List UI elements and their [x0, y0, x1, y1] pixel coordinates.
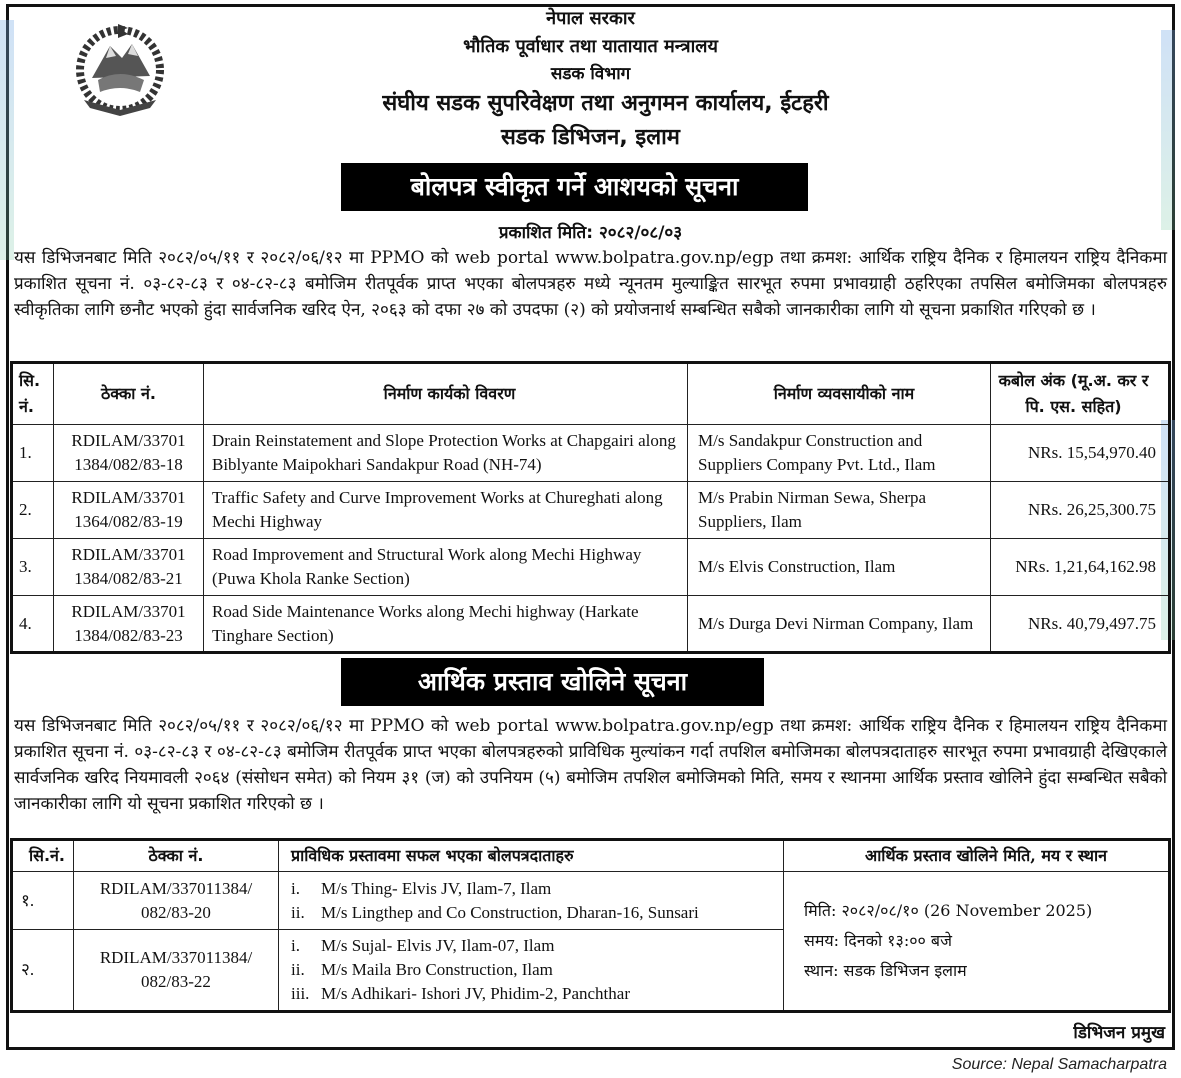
cell-bidders	[279, 930, 784, 1012]
signature-title: डिभिजन प्रमुख	[1073, 1023, 1165, 1043]
table-row	[12, 596, 1170, 653]
cell-contractor: M/s Sandakpur Construction and Suppliers Company Pvt. Ltd., Ilam	[688, 425, 991, 482]
published-date: प्रकाशित मिति: २०८२/०८/०३	[498, 223, 683, 243]
col-header-opening: आर्थिक प्रस्ताव खोलिने मिति, मय र स्थान	[784, 840, 1170, 872]
cell-sn: 2.	[12, 482, 54, 539]
col-header-contract-no: ठेक्का नं.	[74, 840, 279, 872]
opening-date: मिति: २०८२/०८/१० (26 November 2025)	[804, 901, 1093, 920]
table-row	[12, 539, 1170, 596]
col-header-contract-no: ठेक्का नं.	[54, 363, 204, 425]
col-header-bidders: प्राविधिक प्रस्तावमा सफल भएका बोलपत्रदाताहरु	[279, 840, 784, 872]
table-header-row	[12, 840, 1170, 872]
notice2-title: आर्थिक प्रस्ताव खोलिने सूचना	[341, 658, 764, 706]
financial-opening-table	[10, 838, 1171, 1013]
ministry-name: भौतिक पूर्वाधार तथा यातायात मन्त्रालय	[463, 36, 718, 57]
opening-place: स्थान: सडक डिभिजन इलाम	[804, 961, 967, 980]
cell-contract-no: RDILAM/33701 1384/082/83-23	[54, 596, 204, 653]
source-credit: Source: Nepal Samacharpatra	[951, 1056, 1167, 1073]
table-row	[12, 872, 1170, 930]
cell-description: Road Improvement and Structural Work along Mechi Highway (Puwa Khola Ranke Section)	[204, 539, 688, 596]
col-header-sn: सि.नं.	[12, 840, 74, 872]
cell-opening-details	[784, 872, 1170, 1012]
cell-amount: NRs. 15,54,970.40	[991, 425, 1170, 482]
cell-amount: NRs. 40,79,497.75	[991, 596, 1170, 653]
cell-sn: 4.	[12, 596, 54, 653]
cell-contract-no: RDILAM/33701 1384/082/83-21	[54, 539, 204, 596]
cell-contract-no: RDILAM/337011384/ 082/83-22	[74, 930, 279, 1012]
accepted-bids-table	[10, 361, 1171, 654]
cell-contractor: M/s Elvis Construction, Ilam	[688, 539, 991, 596]
col-header-description: निर्माण कार्यको विवरण	[204, 363, 688, 425]
table-header-row	[12, 363, 1170, 425]
department-name: सडक विभाग	[550, 64, 631, 84]
bidder-item: ii. M/s Maila Bro Construction, Ilam	[291, 960, 553, 979]
bidder-item: ii. M/s Lingthep and Co Construction, Dharan-16, Sunsari	[291, 902, 699, 922]
cell-sn: १.	[12, 872, 74, 930]
cell-sn: 3.	[12, 539, 54, 596]
cell-bidders	[279, 872, 784, 930]
cell-contract-no: RDILAM/337011384/ 082/83-20	[74, 872, 279, 930]
bidder-item: iii. M/s Adhikari- Ishori JV, Phidim-2, Panchthar	[291, 984, 630, 1003]
cell-amount: NRs. 1,21,64,162.98	[991, 539, 1170, 596]
cell-sn: 1.	[12, 425, 54, 482]
document-header	[0, 6, 1181, 149]
cell-description: Road Side Maintenance Works along Mechi highway (Harkate Tinghare Section)	[204, 596, 688, 653]
cell-sn: २.	[12, 930, 74, 1012]
notice1-title: बोलपत्र स्वीकृत गर्ने आशयको सूचना	[341, 163, 808, 211]
table-row	[12, 425, 1170, 482]
cell-contract-no: RDILAM/33701 1364/082/83-19	[54, 482, 204, 539]
bidder-item: i. M/s Thing- Elvis JV, Ilam-7, Ilam	[291, 878, 552, 898]
table-row	[12, 482, 1170, 539]
cell-description: Traffic Safety and Curve Improvement Works at Chureghati along Mechi Highway	[204, 482, 688, 539]
government-name: नेपाल सरकार	[546, 8, 635, 29]
notice2-paragraph: यस डिभिजनबाट मिति २०८२/०५/११ र २०८२/०६/१२ मा PPMO को web portal www.bolpatra.gov.np/egp तथा क्रमश: आर्थिक राष्ट्रिय दैनिक र हिमालयन राष्ट्रिय दैनिकमा प्रकाशित सूचना नं. ०३-८२-८३ र ०४-८२-८३ बमोजिम रीतपूर्वक प्राप्त भएका बोलपत्रहरुको प्राविधिक मुल्यांकन गर्दा तपशिल बमोजिमका बोलपत्रदाताहरु सारभूत रुपमा प्रभावग्राही देखिएकाले सार्वजनिक खरिद नियमावली २०६४ (संसोधन समेत) को नियम ३१ (ज) को उपनियम (५) बमोजिम तपशिल बमोजिमको मिति, समय र स्थानमा आर्थिक प्रस्ताव खोलिने हुंदा सम्बन्धित सबैको जानकारीका लागि यो सूचना प्रकाशित गरिएको छ ।	[14, 716, 1167, 814]
office-name: संघीय सडक सुपरिवेक्षण तथा अनुगमन कार्यालय, ईटहरी	[382, 91, 829, 116]
col-header-contractor: निर्माण व्यवसायीको नाम	[688, 363, 991, 425]
division-name: सडक डिभिजन, इलाम	[501, 125, 680, 150]
cell-amount: NRs. 26,25,300.75	[991, 482, 1170, 539]
cell-contractor: M/s Durga Devi Nirman Company, Ilam	[688, 596, 991, 653]
cell-description: Drain Reinstatement and Slope Protection Works at Chapgairi along Biblyante Maipokhari Sandakpur Road (NH-74)	[204, 425, 688, 482]
col-header-sn: सि. नं.	[12, 363, 54, 425]
col-header-amount: कबोल अंक (मू.अ. कर र पि. एस. सहित)	[991, 363, 1170, 425]
opening-time: समय: दिनको १३:०० बजे	[804, 931, 952, 950]
bidder-item: i. M/s Sujal- Elvis JV, Ilam-07, Ilam	[291, 936, 555, 955]
cell-contract-no: RDILAM/33701 1384/082/83-18	[54, 425, 204, 482]
notice1-paragraph: यस डिभिजनबाट मिति २०८२/०५/११ र २०८२/०६/१२ मा PPMO को web portal www.bolpatra.gov.np/egp तथा क्रमश: आर्थिक राष्ट्रिय दैनिक र हिमालयन राष्ट्रिय दैनिकमा प्रकाशित सूचना नं. ०३-८२-८३ र ०४-८२-८३ बमोजिम रीतपूर्वक प्राप्त भएका बोलपत्रहरु मध्ये न्यूनतम मुल्याङ्कित सारभूत रुपमा प्रभावग्राही ठहरिएका तपसिल बमोजिमका बोलपत्रहरु स्वीकृतिका लागि छनौट भएको हुंदा सार्वजनिक खरिद ऐन, २०६३ को दफा २७ को उपदफा (२) को प्रयोजनार्थ सम्बन्धित सबैको जानकारीका लागि यो सूचना प्रकाशित गरिएको छ ।	[14, 248, 1167, 320]
cell-contractor: M/s Prabin Nirman Sewa, Sherpa Suppliers, Ilam	[688, 482, 991, 539]
